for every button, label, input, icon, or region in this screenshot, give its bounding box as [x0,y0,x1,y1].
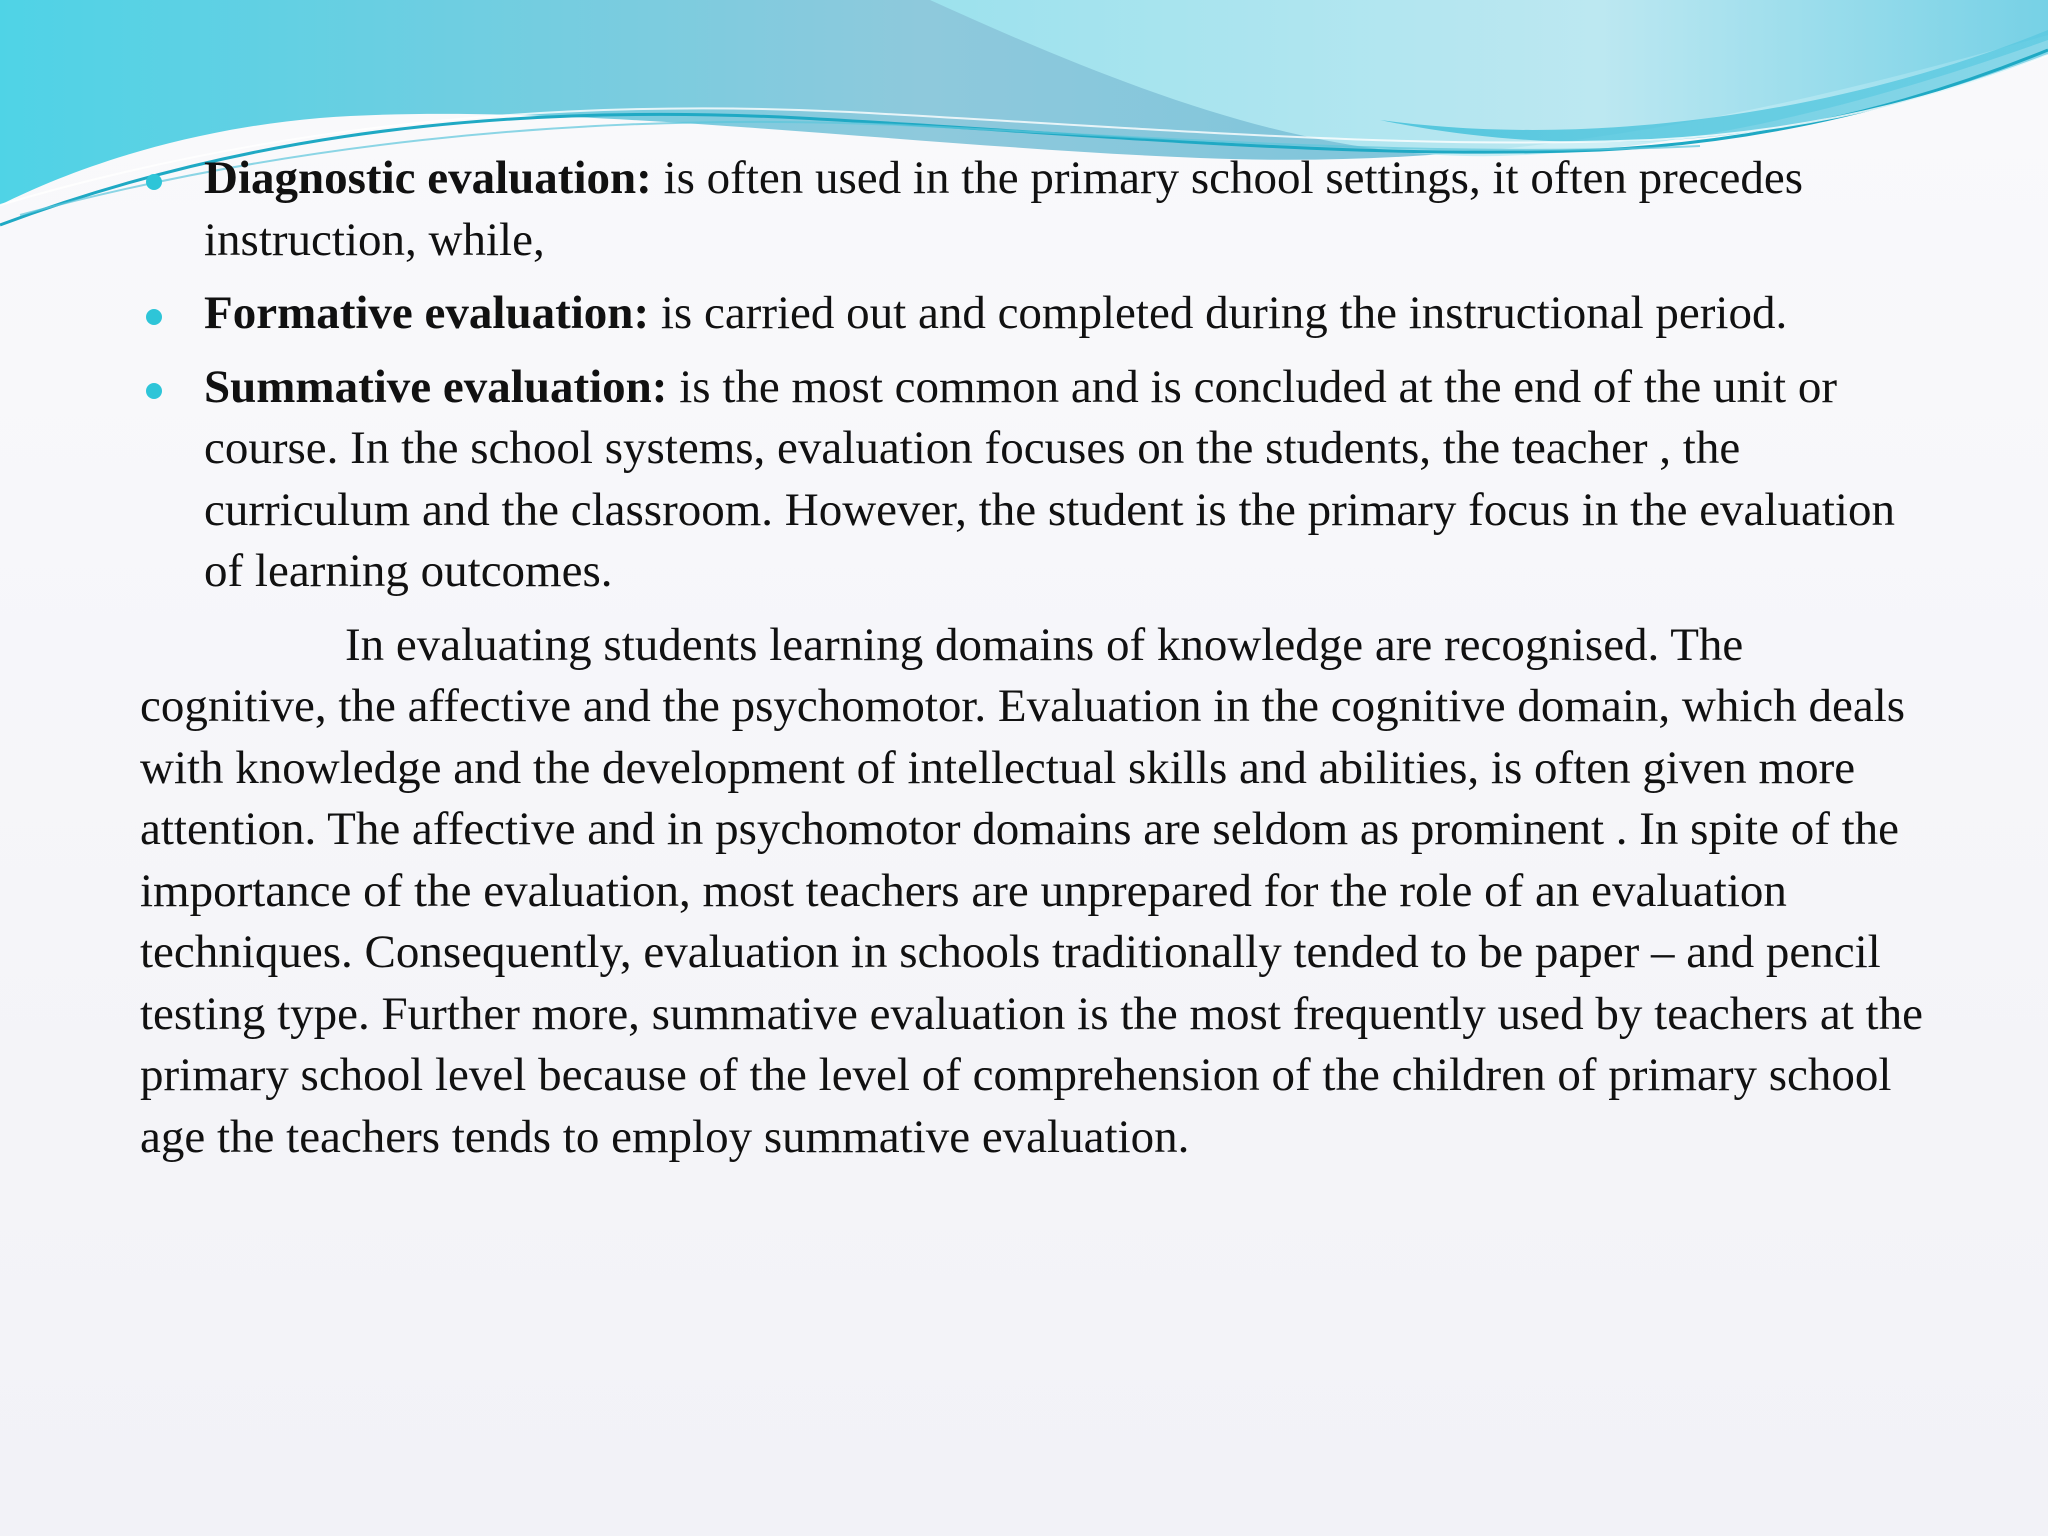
bullet-dot-icon [146,383,162,399]
bullet-formative [140,283,1940,345]
bullet-term: Summative evaluation: [204,360,668,413]
bullet-diagnostic [140,148,1940,271]
slide-content [140,148,1940,1168]
bullet-text: is often used in the primary school settings, it often precedes instruction, while, [204,152,1804,266]
body-paragraph: In evaluating students learning domains of knowledge are recognised. The cognitive, the affective and the psychomotor. Evaluation in the cognitive domain, which deals with knowledge and the development of intellectual skills and abilities, is often given more attention. The affective and in psychomotor domains are seldom as prominent . In spite of the importance of the evaluation, most teachers are unprepared for the role of an evaluation techniques. Consequently, evaluation in schools traditionally tended to be paper – and pencil testing type. Further more, summative evaluation is the most frequently used by teachers at the primary school level because of the level of comprehension of the children of primary school age the teachers tends to employ summative evaluation. [140,618,1923,1163]
bullet-text: is the most common and is concluded at the end of the unit or course. In the school systems, evaluation focuses on the students, the teacher , the curriculum and the classroom. However, the student is the primary focus in the evaluation of learning outcomes. [204,360,1895,597]
bullet-dot-icon [146,174,162,190]
bullet-dot-icon [146,309,162,325]
bullet-term: Formative evaluation: [204,287,650,339]
bullet-summative [140,357,1940,603]
bullet-text: is carried out and completed during the instructional period. [649,287,1788,339]
bullet-term: Diagnostic evaluation: [204,152,652,204]
bullet-list [140,148,1940,603]
